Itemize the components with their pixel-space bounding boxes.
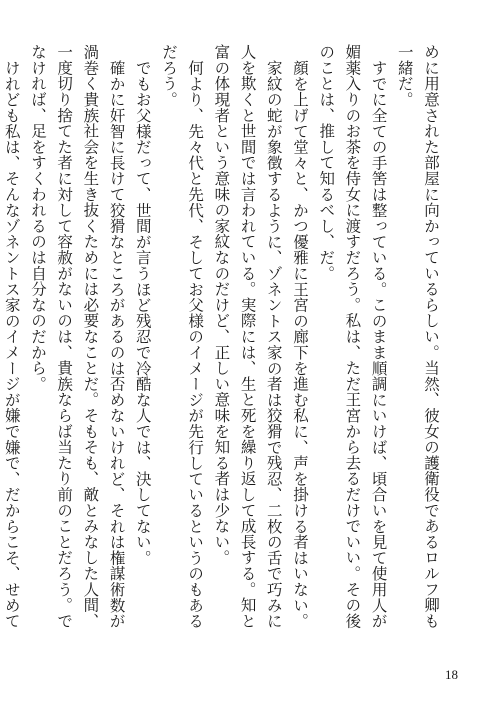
- page-number: 18: [445, 667, 458, 682]
- paragraph: 顔を上げて堂々と、かつ優雅に王宮の廊下を進む私に、声を掛ける者はいない。: [290, 59, 309, 629]
- paragraph: でもお父様だって、世間が言うほど残忍で冷酷な人では、決してない。: [133, 59, 152, 566]
- paragraph: 家紋の蛇が象徴するように、ゾネントス家の者は狡猾で残忍、二枚の舌で巧みに人を欺くと世間では言われている。実際には、生と死を繰り返して成長する。知と富の体現者という意味の家紋なのだけど、正しい意味を知る者は少ない。: [212, 44, 283, 629]
- paragraph: けれども私は、そんなゾネントス家のイメージが嫌で嫌で、だからこそ、せめて: [2, 59, 21, 629]
- paragraph: 確かに奸智に長けて狡猾なところがあるのは否めないけれど、それは権謀術数が渦巻く貴族社会を生き抜くためには必要なことだ。そもそも、敵とみなした人間、一度切り捨てた者に対して容赦がないのは、貴族ならば当たり前のことだろう。でなければ、足をすくわれるのは自分なのだから。: [28, 44, 126, 629]
- paragraph: 何より、先々代と先代、そしてお父様のイメージが先行しているというのもあるだろう。: [159, 44, 205, 629]
- paragraph: めに用意された部屋に向かっているらしい。当然、彼女の護衛役であるロルフ卿も一緒だ。: [395, 44, 440, 629]
- body-text: [2, 44, 444, 644]
- paragraph: すでに全ての手筈は整っている。このまま順調にいけば、頃合いを見て使用人が媚薬入りのお茶を侍女に渡すだろう。私は、ただ王宮から去るだけでいい。その後のことは、推して知るべし、だ。: [317, 44, 388, 629]
